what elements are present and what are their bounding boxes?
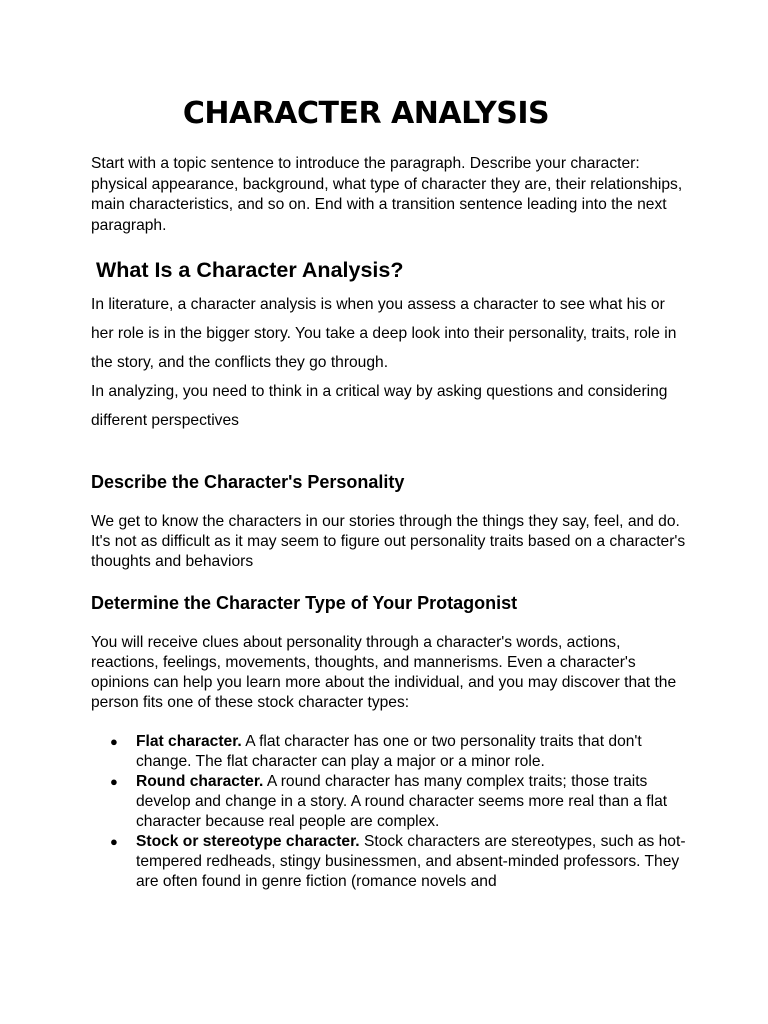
bullet-icon: ● [110,774,118,789]
what-is-paragraph-1: In literature, a character analysis is when you assess a character to see what his or her role is in the bigger story. You take a deep look into their personality, traits, role in the story, and the conflicts they go through. [91,296,677,371]
list-item-flat-character [110,732,686,772]
list-item-text: A round character has many complex traits; those traits develop and change in a story. A round character seems more real than a flat character because real people are complex. [136,773,668,830]
bullet-icon: ● [110,734,118,749]
what-is-heading: What Is a Character Analysis? [96,258,404,282]
what-is-paragraph-2: In analyzing, you need to think in a critical way by asking questions and considering different perspectives [91,383,668,429]
page-title: CHARACTER ANALYSIS [182,96,550,131]
character-type-heading: Determine the Character Type of Your Protagonist [91,593,518,613]
intro-paragraph: Start with a topic sentence to introduce the paragraph. Describe your character: physical appearance, background, what type of character they are, their relationships, main characteristics, and so on. End with a transition sentence leading into the next paragraph. [91,155,683,234]
personality-paragraph: We get to know the characters in our stories through the things they say, feel, and do. It's not as difficult as it may seem to figure out personality traits based on a character's thoughts and behaviors [91,513,686,570]
list-item-text: A flat character has one or two personality traits that don't change. The flat character can play a major or a minor role. [136,733,642,770]
list-item-term: Round character. [136,773,264,790]
list-item-term: Stock or stereotype character. [136,833,360,850]
personality-heading: Describe the Character's Personality [91,472,405,492]
bullet-icon: ● [110,834,118,849]
character-types-list [110,732,686,892]
list-item-text: Stock characters are stereotypes, such as hot-tempered redheads, stingy businessmen, and absent-minded professors. They are often found in genre fiction (romance novels and [136,833,686,890]
list-item-stock-character [110,832,686,892]
list-item-round-character [110,772,686,832]
list-item-term: Flat character. [136,733,242,750]
character-type-paragraph: You will receive clues about personality through a character's words, actions, reactions, feelings, movements, thoughts, and mannerisms. Even a character's opinions can help you learn more about the individual, and you may discover that the person fits one of these stock character types: [91,634,677,711]
